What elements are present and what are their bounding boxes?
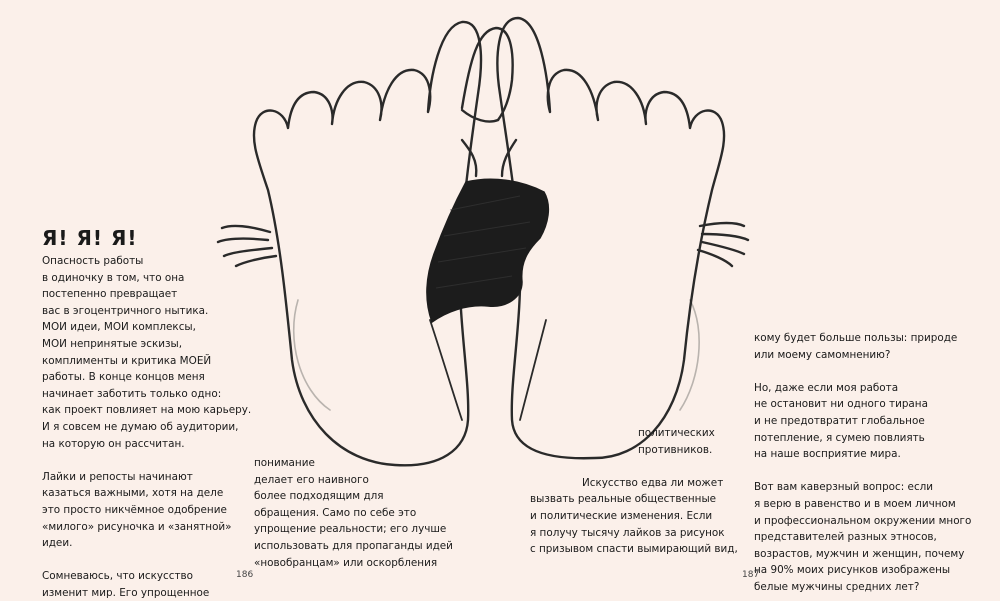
- text-line: кому будет больше пользы: природе: [754, 332, 958, 344]
- text-line: это просто никчёмное одобрение: [42, 503, 227, 516]
- text-line: обращения. Само по себе это: [254, 506, 417, 519]
- paragraph-question: [754, 330, 971, 363]
- text-line: Опасность работы: [42, 255, 144, 267]
- right-column-a: [530, 425, 738, 558]
- text-line: на 90% моих рисунков изображены: [754, 564, 951, 577]
- text-line: на которую он рассчитан.: [42, 437, 185, 450]
- text-line: Вот вам каверзный вопрос: если: [754, 481, 934, 494]
- text-line: в одиночку в том, что она: [42, 271, 185, 284]
- section-heading: Я! Я! Я!: [42, 226, 138, 250]
- text-line: использовать для пропаганды идей: [254, 539, 453, 552]
- text-line: комплименты и критика МОЕЙ: [42, 354, 212, 367]
- text-line: Но, даже если моя работа: [754, 381, 899, 394]
- text-line: казаться важными, хотя на деле: [42, 487, 224, 500]
- text-line: я верю в равенство и в моем личном: [754, 497, 956, 510]
- text-line: постепенно превращает: [42, 288, 178, 301]
- text-line: Лайки и репосты начинают: [42, 470, 193, 483]
- text-line: работы. В конце концов меня: [42, 371, 205, 384]
- text-line: вызвать реальные общественные: [530, 493, 717, 506]
- text-line: Сомневаюсь, что искусство: [42, 570, 194, 583]
- text-line: изменит мир. Его упрощенное: [42, 586, 210, 599]
- paragraph-2: [42, 469, 251, 552]
- paragraph-continuation: [254, 455, 453, 571]
- text-line: возрастов, мужчин и женщин, почему: [754, 547, 965, 560]
- text-line: и политические изменения. Если: [530, 509, 713, 522]
- right-column-b: [754, 330, 971, 596]
- text-line: с призывом спасти вымирающий вид,: [530, 543, 738, 556]
- text-line: Искусство едва ли может: [582, 476, 724, 489]
- paragraph-3: [42, 568, 254, 601]
- text-line: идеи.: [42, 537, 73, 550]
- text-line: «новобранцам» или оскорбления: [254, 556, 438, 569]
- text-line: не остановит ни одного тирана: [754, 398, 928, 411]
- text-line: более подходящим для: [254, 490, 384, 503]
- text-line: И я совсем не думаю об аудитории,: [42, 420, 239, 433]
- page-number-right: 187: [742, 570, 760, 580]
- paragraph-art: [530, 475, 738, 558]
- paragraph-tricky-question: [754, 479, 971, 595]
- text-line: я получу тысячу лайков за рисунок: [530, 526, 725, 539]
- middle-column: [254, 455, 453, 571]
- text-line: МОИ непринятые эскизы,: [42, 337, 183, 350]
- text-line: вас в эгоцентричного нытика.: [42, 304, 209, 317]
- text-line: или моему самомнению?: [754, 348, 891, 361]
- text-line: на наше восприятие мира.: [754, 448, 901, 461]
- text-line: и не предотвратит глобальное: [754, 414, 925, 427]
- text-line: белые мужчины средних лет?: [754, 580, 920, 593]
- paragraph-influence: [754, 380, 971, 463]
- text-line: как проект повлияет на мою карьеру.: [42, 404, 252, 417]
- text-line: МОИ идеи, МОИ комплексы,: [42, 321, 196, 334]
- paragraph-lead: [530, 425, 738, 458]
- text-line: представителей разных этносов,: [754, 531, 937, 544]
- paragraph-1: [42, 253, 251, 452]
- text-line: потепление, я сумею повлиять: [754, 431, 925, 444]
- text-line: противников.: [638, 443, 713, 456]
- text-line: упрощение реальности; его лучше: [254, 523, 447, 536]
- text-line: делает его наивного: [254, 473, 369, 486]
- text-line: начинает заботить только одно:: [42, 387, 222, 400]
- text-line: политических: [638, 427, 715, 439]
- left-column: [42, 253, 254, 601]
- text-line: понимание: [254, 457, 315, 469]
- text-line: «милого» рисуночка и «занятной»: [42, 520, 232, 533]
- text-line: и профессиональном окружении много: [754, 514, 972, 527]
- page-number-left: 186: [236, 570, 254, 580]
